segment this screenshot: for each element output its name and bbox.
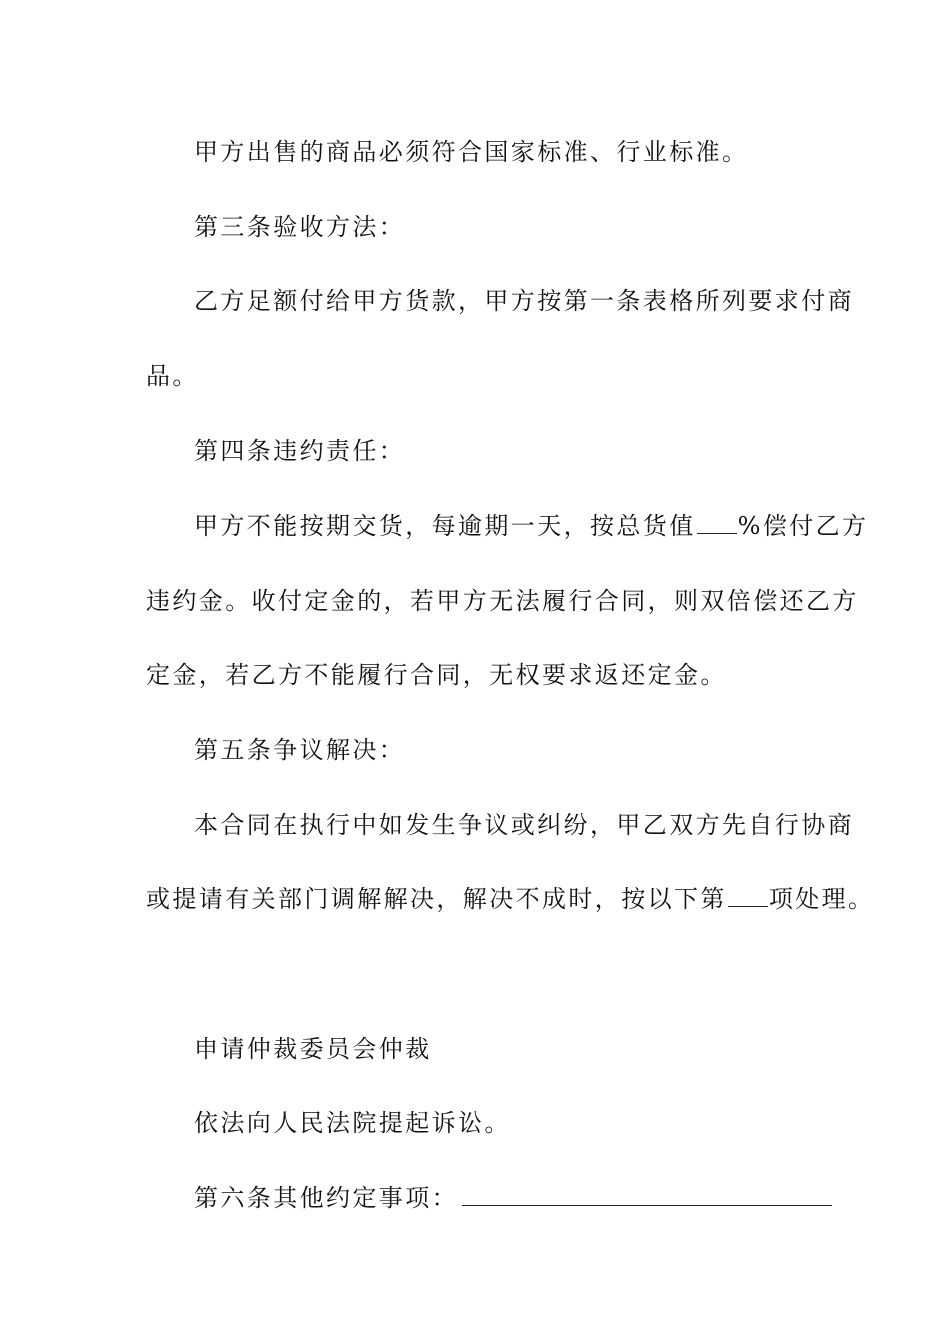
dispute-text-before: 或提请有关部门调解解决，解决不成时，按以下第 [146, 885, 727, 913]
paragraph-penalty-cont-2: 定金，若乙方不能履行合同，无权要求返还定金。 [146, 661, 727, 689]
option-arbitration: 申请仲裁委员会仲裁 [194, 1035, 432, 1063]
paragraph-acceptance: 乙方足额付给甲方货款，甲方按第一条表格所列要求付商 [194, 287, 854, 315]
heading-article-5: 第五条争议解决： [194, 736, 406, 764]
paragraph-dispute: 本合同在执行中如发生争议或纠纷，甲乙双方先自行协商 [194, 811, 854, 839]
penalty-text-before: 甲方不能按期交货，每逾期一天，按总货值 [194, 512, 696, 540]
paragraph-penalty [194, 511, 869, 541]
paragraph-standards: 甲方出售的商品必须符合国家标准、行业标准。 [194, 138, 749, 166]
heading-article-4: 第四条违约责任： [194, 437, 406, 465]
heading-article-3: 第三条验收方法： [194, 213, 406, 241]
option-litigation: 依法向人民法院提起诉讼。 [194, 1109, 511, 1137]
paragraph-dispute-cont [146, 884, 875, 914]
penalty-text-after: %偿付乙方 [737, 512, 869, 540]
dispute-text-after: 项处理。 [768, 885, 875, 913]
other-matters-label: 第六条其他约定事项： [194, 1184, 458, 1212]
heading-article-6 [194, 1183, 806, 1213]
paragraph-acceptance-cont: 品。 [146, 362, 199, 390]
dispute-option-blank[interactable] [728, 884, 768, 907]
paragraph-penalty-cont-1: 违约金。收付定金的，若甲方无法履行合同，则双倍偿还乙方 [146, 587, 859, 615]
other-matters-blank[interactable] [462, 1183, 832, 1206]
penalty-percent-blank[interactable] [697, 511, 737, 534]
